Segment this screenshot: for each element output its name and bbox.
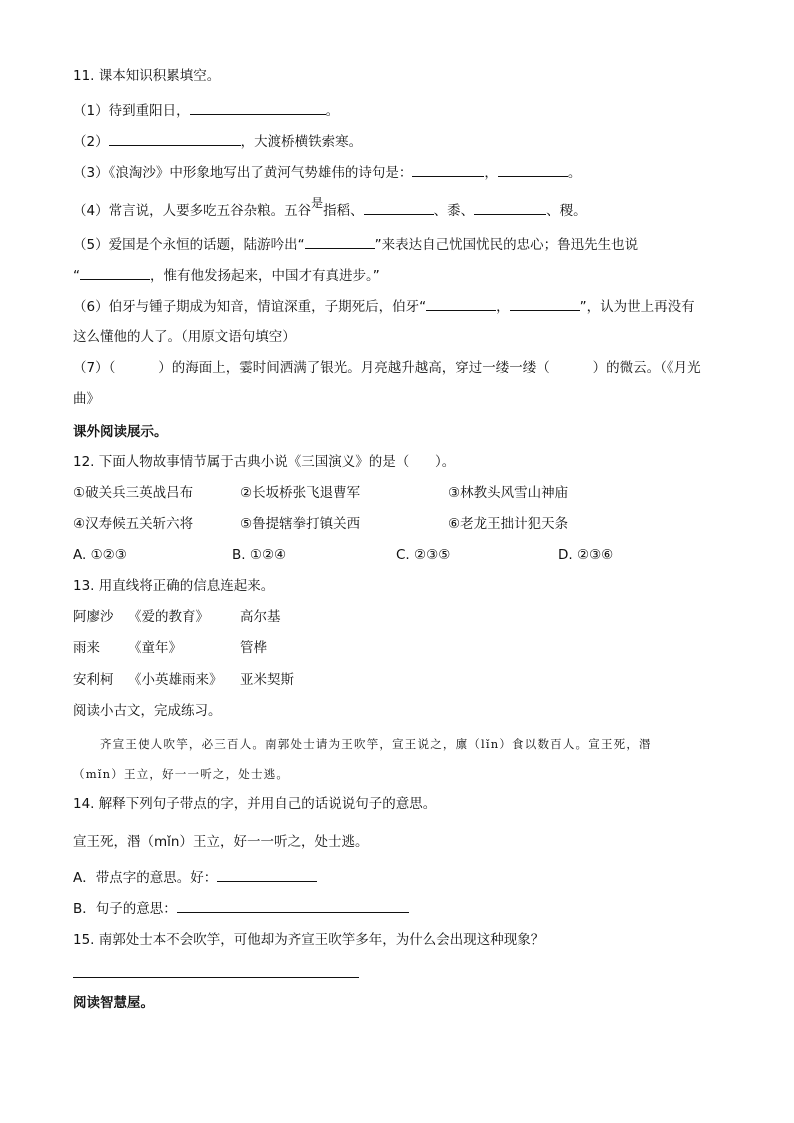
passage-line-2: （mǐn）王立，好一一听之，处士逃。 (73, 767, 290, 781)
q13-author[interactable]: 管桦 (240, 640, 267, 656)
q15-answer-line[interactable] (73, 977, 359, 978)
passage-line-1: 齐宣王使人吹竽，必三百人。南郭处士请为王吹竽，宣王说之，廪（lǐn）食以数百人。宣王死，湣 (100, 737, 652, 751)
answer-blank[interactable] (426, 296, 496, 311)
answer-blank[interactable] (80, 265, 150, 280)
q13-character[interactable]: 雨来 (73, 640, 100, 656)
q14-part-a: A．带点字的意思。好： (73, 867, 317, 888)
answer-blank[interactable] (190, 100, 326, 115)
q11-item-6-line-2: 这么懂他的人了。（用原文语句填空） (73, 329, 296, 345)
answer-blank[interactable] (177, 898, 409, 913)
q15-title: 15. 南郭处士本不会吹竽，可他却为齐宣王吹竽多年，为什么会出现这种现象？ (73, 932, 545, 948)
q14-sentence: 宣王死，湣（mǐn）王立，好一一听之，处士逃。 (73, 834, 369, 850)
answer-blank[interactable] (474, 200, 546, 215)
q11-item-3: （3）《浪淘沙》中形象地写出了黄河气势雄伟的诗句是： ， 。 (73, 162, 581, 183)
q13-author[interactable]: 亚米契斯 (240, 672, 294, 688)
section-heading-wisdom: 阅读智慧屋。 (73, 995, 154, 1011)
answer-blank[interactable] (217, 867, 317, 882)
q11-item-7-line-1: （7）（ ）的海面上，霎时间洒满了银光。月亮越升越高，穿过一缕一缕（ ）的微云。（《月光 (73, 360, 701, 376)
q12-item: ⑤鲁提辖拳打镇关西 (240, 516, 361, 532)
answer-blank[interactable] (364, 200, 434, 215)
q12-item: ⑥老龙王拙计犯天条 (448, 516, 569, 532)
q13-author[interactable]: 高尔基 (240, 609, 281, 625)
q13-character[interactable]: 安利柯 (73, 672, 114, 688)
q12-item: ①破关兵三英战吕布 (73, 485, 194, 501)
q12-item: ④汉寿候五关斩六将 (73, 516, 194, 532)
q11-item-7-line-2: 曲》 (73, 391, 100, 407)
answer-blank[interactable] (305, 234, 375, 249)
answer-blank[interactable] (412, 162, 484, 177)
q12-choice-c[interactable]: C. ②③⑤ (396, 547, 451, 563)
q12-title: 12. 下面人物故事情节属于古典小说《三国演义》的是（ ）。 (73, 454, 456, 470)
q11-item-2: （2） ，大渡桥横铁索寒。 (73, 131, 362, 152)
answer-blank[interactable] (109, 131, 241, 146)
q11-item-1: （1）待到重阳日， 。 (73, 100, 339, 121)
q14-title: 14. 解释下列句子带点的字，并用自己的话说说句子的意思。 (73, 796, 437, 812)
q11-item-6-line-1: （6）伯牙与锺子期成为知音，情谊深重，子期死后，伯牙“ ， ”，认为世上再没有 (73, 296, 695, 317)
answer-blank[interactable] (510, 296, 580, 311)
q12-choice-d[interactable]: D. ②③⑥ (558, 547, 614, 563)
q12-item: ③林教头风雪山神庙 (448, 485, 569, 501)
q11-item-5-line-1: （5）爱国是个永恒的话题，陆游吟出“ ”来表达自己忧国忧民的忠心；鲁迅先生也说 (73, 234, 638, 255)
q13-book[interactable]: 《爱的教育》 (128, 609, 209, 625)
q11-item-5-line-2: “ ，惟有他发扬起来，中国才有真进步。” (73, 265, 380, 286)
q13-character[interactable]: 阿廖沙 (73, 609, 114, 625)
q12-item: ②长坂桥张飞退曹军 (240, 485, 361, 501)
answer-blank[interactable] (498, 162, 568, 177)
q14-part-b: B．句子的意思： (73, 898, 409, 919)
q12-choice-b[interactable]: B. ①②④ (232, 547, 287, 563)
q13-book[interactable]: 《小英雄雨来》 (128, 672, 223, 688)
q13-book[interactable]: 《童年》 (128, 640, 182, 656)
q12-choice-a[interactable]: A. ①②③ (73, 547, 127, 563)
q13-title: 13. 用直线将正确的信息连起来。 (73, 578, 275, 594)
q11-item-4: （4）常言说，人要多吃五谷杂粮。五谷是指稻、 、黍、 、稷。 (73, 196, 587, 219)
section-heading-extra-reading: 课外阅读展示。 (73, 424, 168, 440)
reading-intro: 阅读小古文，完成练习。 (73, 703, 222, 719)
q11-title: 11. 课本知识积累填空。 (73, 68, 221, 84)
